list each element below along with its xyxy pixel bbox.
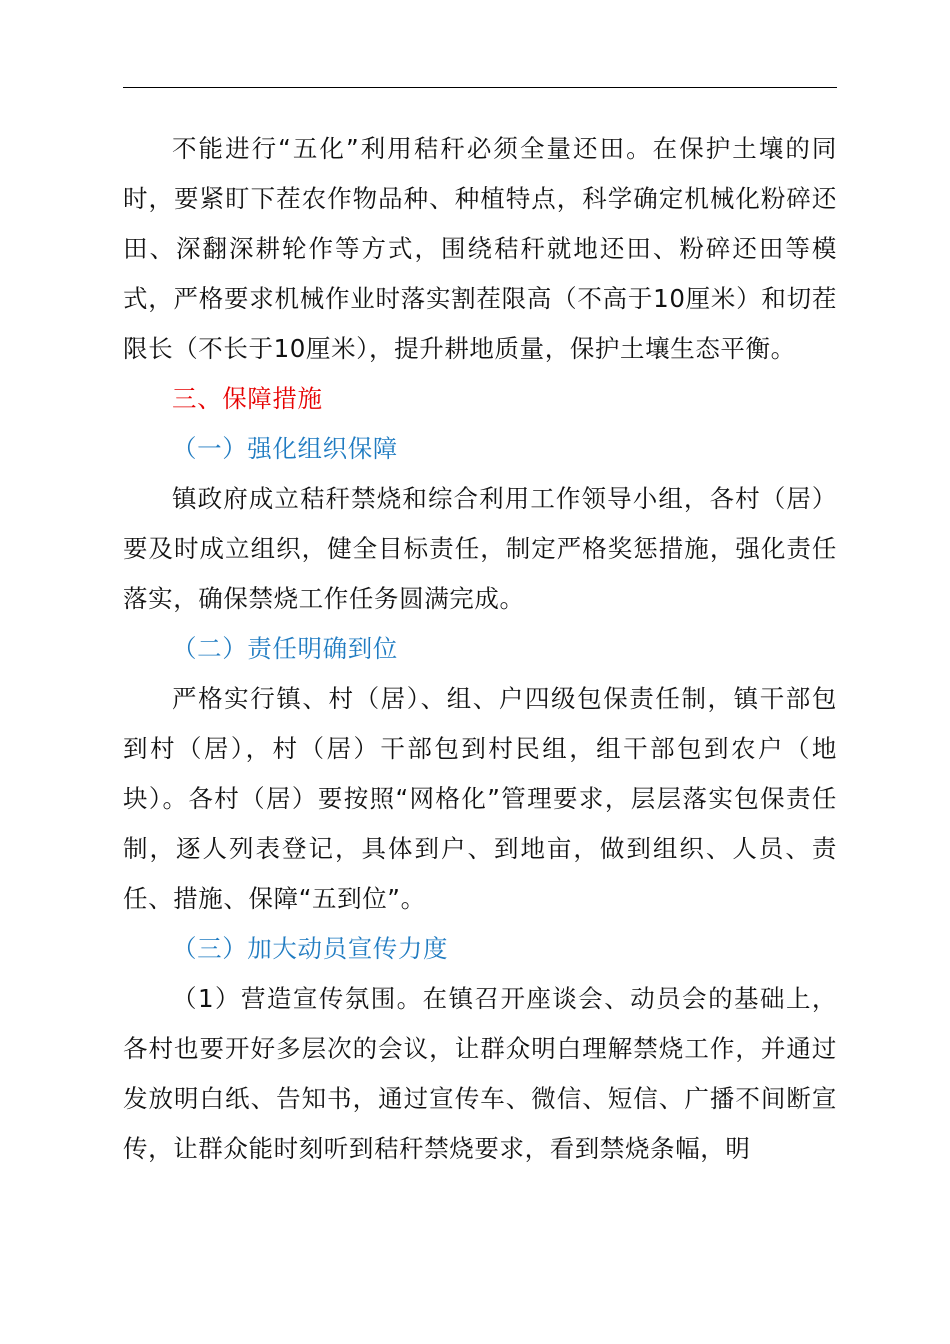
- header-rule: [123, 87, 837, 88]
- paragraph-organization: 镇政府成立秸秆禁烧和综合利用工作领导小组，各村（居）要及时成立组织，健全目标责任，制定严格奖惩措施，强化责任落实，确保禁烧工作任务圆满完成。: [123, 484, 837, 613]
- subheading-publicity: （三）加大动员宣传力度: [172, 934, 449, 963]
- subheading-responsibility: （二）责任明确到位: [172, 634, 398, 663]
- section-heading-safeguards: 三、保障措施: [172, 384, 323, 413]
- document-body: [123, 124, 837, 1174]
- subheading-organization: （一）强化组织保障: [172, 434, 398, 463]
- paragraph-publicity: （1）营造宣传氛围。在镇召开座谈会、动员会的基础上，各村也要开好多层次的会议，让群众明白理解禁烧工作，并通过发放明白纸、告知书，通过宣传车、微信、短信、广播不间断宣传，让群众能时刻听到秸秆禁烧要求，看到禁烧条幅，明: [123, 984, 837, 1163]
- paragraph-responsibility: 严格实行镇、村（居）、组、户四级包保责任制，镇干部包到村（居），村（居）干部包到村民组，组干部包到农户（地块）。各村（居）要按照“网格化”管理要求，层层落实包保责任制，逐人列表登记，具体到户、到地亩，做到组织、人员、责任、措施、保障“五到位”。: [123, 684, 837, 913]
- paragraph-soil-protection: 不能进行“五化”利用秸秆必须全量还田。在保护土壤的同时，要紧盯下茬农作物品种、种植特点，科学确定机械化粉碎还田、深翻深耕轮作等方式，围绕秸秆就地还田、粉碎还田等模式，严格要求机械作业时落实割茬限高（不高于10厘米）和切茬限长（不长于10厘米），提升耕地质量，保护土壤生态平衡。: [123, 134, 837, 363]
